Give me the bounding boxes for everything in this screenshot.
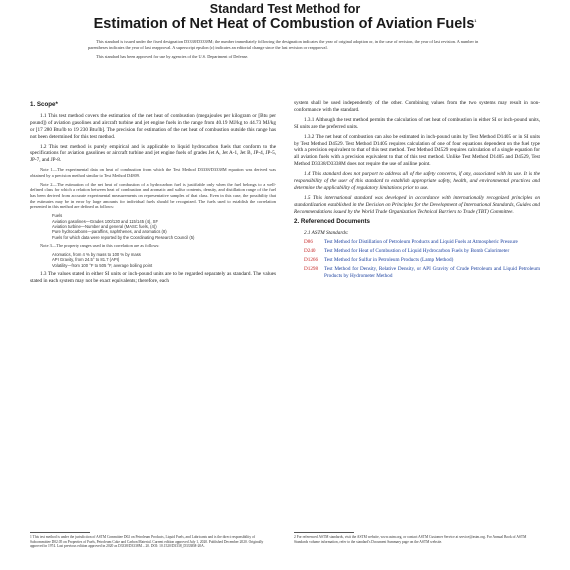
list-item: Aviation turbine—Number and general (MASC fuels, (4)) (52, 223, 157, 229)
para-1-3-continued: system shall be used independently of the other. Combining values from the two systems may result in non-conformance with the standard. (294, 100, 540, 113)
para-1-4: 1.4 This standard does not purport to address all of the safety concerns, if any, associated with its use. It is the responsibility of the user of this standard to establish appropriate safety, health, and environmental practices and determine the applicability of regulatory limitations prior to use. (294, 171, 540, 191)
title-footnote-mark: 1 (474, 19, 477, 24)
scope-heading: 1. Scope* (30, 101, 58, 108)
list-item: Aromatics, from 4 % by mass to 100 % by mass (52, 251, 141, 257)
reference-number[interactable]: D86 (304, 239, 313, 246)
dod-notice: This standard has been approved for use by agencies of the U.S. Department of Defense. (96, 54, 249, 60)
list-item: Fuels for which data were reported by the Coordinating Research Council (5) (52, 234, 195, 240)
footnote-1: 1 This test method is under the jurisdiction of ASTM Committee D02 on Petroleum Products, Liquid Fuels, and Lubricants and is the direct responsibility of Subcommittee D02.05 on Properties of Fuels, Petroleum Coke and Carbon Material. Current edition approved July 1, 2020. Published December 2020. Originally approved in 1974. Last previous edition approved in 2020 as D3338/D3338M – 20. DOI: 10.1520/D3338_D3338M-20A. (30, 535, 264, 548)
reference-number[interactable]: D1298 (304, 266, 319, 273)
para-1-3-2: 1.3.2 The net heat of combustion can also be estimated in inch-pound units by Test Method D1405 or in SI units by Test Method D4529. Test Method D1405 requires calculation of one of four equations dependent on the fuel type with a precision equivalent to that of this test method. Test Method D4529 requires calculation of a single equation for all aviation fuels with a precision equivalent to that of this test method. Unlike Test Method D1405 and D4529, Test Method D3338/D3338M does not require the use of aniline point. (294, 133, 540, 168)
para-1-5: 1.5 This international standard was developed in accordance with internationally recognized principles on standardization established in the Decision on Principles for the Development of International Standards, Guides and Recommendations issued by the World Trade Organization Technical Barriers to Trade (TBT) Committee. (294, 194, 540, 215)
reference-item[interactable] (304, 257, 540, 264)
designation-notice: This standard is issued under the fixed designation D3338/D3338M; the number immediately following the designation indicates the year of original adoption or, in the case of revision, the year of last revision. A number in parentheses indicates the year of last reapproval. A superscript epsilon (ε) indicates an editorial change since the last revision or reapproval. (88, 39, 479, 51)
title-line-2 (0, 16, 570, 33)
list-item: API Gravity, from 24.5° to 81.7 (API) (52, 257, 120, 263)
title-line-1: Standard Test Method for (209, 2, 361, 16)
footnote-right (294, 532, 540, 544)
list-item: Aviation gasolines—Grades 100/130 and 115/145 (4), SF (52, 218, 158, 224)
note-1: Note 1—The experimental data on heat of combustion from which the Test Method D3338/D3338M equation was derived was obtained by a precision method similar to Test Method D4809. (30, 167, 276, 178)
list-item: Volatility—from 100 °F to 505 °F, average boiling point (52, 262, 153, 268)
reference-title[interactable]: Test Method for Distillation of Petroleum Products and Liquid Fuels at Atmospheric Pressure (324, 239, 518, 246)
para-1-2: 1.2 This test method is purely empirical and is applicable to liquid hydrocarbon fuels that conform to the specifications for aviation gasolines or aircraft turbine and jet engine fuels of grades Jet A, Jet A-1, Jet B, JP-4, JP-5, JP-7, and JP-8. (30, 143, 276, 164)
note-3: Note 3—The property ranges used in this correlation are as follows: (40, 243, 160, 249)
intro-notice (88, 39, 482, 60)
right-column (294, 100, 540, 288)
footnote-rule (294, 532, 354, 533)
para-1-3: 1.3 The values stated in either SI units or inch-pound units are to be regarded separately as standard. The values stated in each system may not be exact equivalents; therefore, each (30, 271, 276, 285)
document-title (0, 2, 570, 33)
footnote-rule (30, 532, 90, 533)
reference-number[interactable]: D1266 (304, 257, 319, 264)
reference-item[interactable] (304, 248, 540, 255)
left-column (30, 100, 276, 288)
referenced-documents-heading: 2. Referenced Documents (294, 217, 370, 225)
footnote-left (30, 532, 276, 549)
reference-title[interactable]: Test Method for Heat of Combustion of Liquid Hydrocarbon Fuels by Bomb Calorimeter (324, 248, 510, 255)
reference-item[interactable] (304, 239, 540, 246)
para-1-1: 1.1 This test method covers the estimation of the net heat of combustion (megajoules per kilogram or [Btu per pound]) of aviation gasolines and aircraft turbine and jet engine fuels in the range from 40.19 MJ/kg to 44.73 MJ/kg or [17 280 Btu/lb to 19 230 Btu/lb]. The precision for estimation of the net heat of combustion outside this range has not been determined for this test method. (30, 112, 276, 140)
note-2: Note 2—The estimation of the net heat of combustion of a hydrocarbon fuel is justifiable only when the fuel belongs to a well-defined class for which a relation between heat of combustion and aromatic and sulfur contents, density, and distillation range of the fuel has been derived from accurate experimental measurements on representative samples of that class. Even in this case, the possibility that the estimates may be in error by large amounts for individual fuels should be recognized. The fuels used to establish the correlation presented in this method are defined as follows: (30, 181, 276, 210)
reference-title[interactable]: Test Method for Density, Relative Density, or API Gravity of Crude Petroleum and Liquid Petroleum Products by Hydrometer Method (324, 266, 540, 280)
body-columns (30, 100, 540, 288)
reference-number[interactable]: D240 (304, 248, 316, 255)
ranges-list (52, 252, 276, 268)
reference-item[interactable] (304, 266, 540, 280)
list-item: Fuels (52, 213, 63, 219)
fuels-list (52, 213, 276, 240)
para-1-3-1: 1.3.1 Although the test method permits the calculation of net heat of combustion in either SI or inch-pound units, SI units are the preferred units. (294, 116, 540, 130)
footnote-2: 2 For referenced ASTM standards, visit the ASTM website, www.astm.org, or contact ASTM Customer Service at service@astm.org. For Annual Book of ASTM Standards volume information, refer to the standard's Document Summary page on the ASTM website. (294, 535, 527, 544)
title-text: Estimation of Net Heat of Combustion of Aviation Fuels (93, 16, 475, 33)
reference-title[interactable]: Test Method for Sulfur in Petroleum Products (Lamp Method) (324, 257, 454, 264)
list-item: Pure hydrocarbons—paraffins, naphthenes, and aromatics (8) (52, 229, 167, 235)
astm-standards-line: 2.1 ASTM Standards: (304, 229, 349, 236)
